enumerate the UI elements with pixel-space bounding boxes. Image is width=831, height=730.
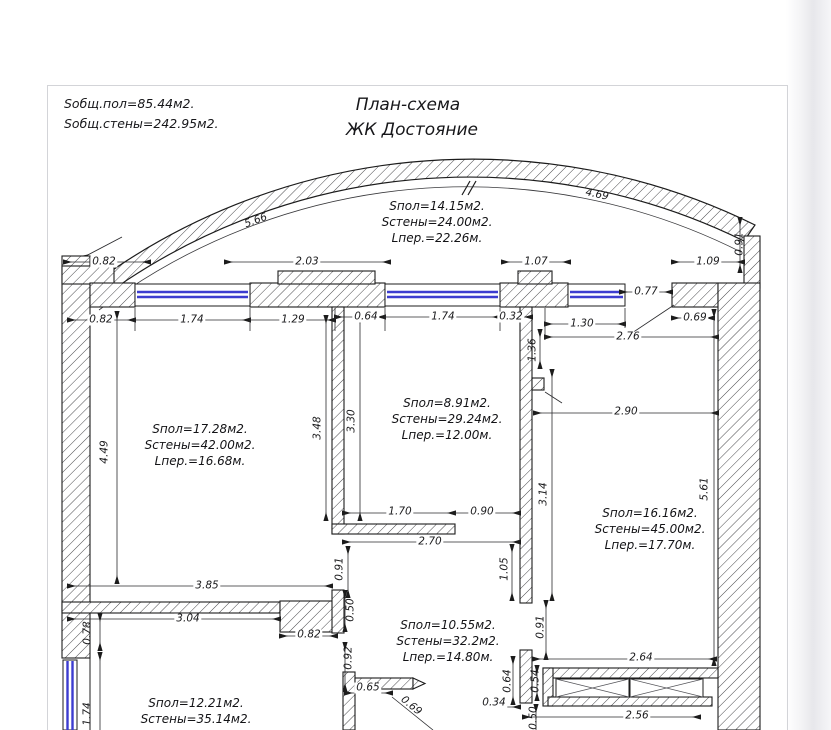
room-label-line: Sпол=10.55м2. xyxy=(400,618,496,632)
total-wall-area-label: Sобщ.стены=242.95м2. xyxy=(64,116,219,131)
dimension-label: 0.82 xyxy=(297,628,321,641)
dimension-label: 0.77 xyxy=(634,285,658,298)
total-floor-area-label: Sобщ.пол=85.44м2. xyxy=(64,96,195,111)
room-label-line: Sпол=8.91м2. xyxy=(403,396,491,410)
dimension-label: 1.09 xyxy=(696,255,720,268)
dimension-label: 0.91 xyxy=(333,557,346,581)
room-label-line: Lпер.=17.70м. xyxy=(604,538,696,552)
room-label-loggia xyxy=(382,198,493,246)
dimension-label: 5.61 xyxy=(698,477,711,501)
dimension-label: 3.48 xyxy=(311,416,324,440)
dimension-label: 0.50 xyxy=(527,706,540,730)
dimension-label: 3.85 xyxy=(195,579,219,592)
dimension-label: 1.74 xyxy=(81,702,94,726)
dimension-label: 0.54 xyxy=(529,669,542,693)
dimension-label: 4.69 xyxy=(584,186,610,203)
dimension-label: 0.65 xyxy=(356,681,380,694)
top-wall-pier-right xyxy=(672,283,718,307)
dimension-label: 2.56 xyxy=(625,709,649,722)
dimension-label: 0.34 xyxy=(482,696,506,709)
plan-subtitle: ЖК Достояние xyxy=(346,120,478,140)
dimension-label: 1.07 xyxy=(524,255,548,268)
dimension-label: 0.92 xyxy=(342,646,355,670)
top-wall-pier-1 xyxy=(90,283,135,307)
wall-leftroom-bottom xyxy=(62,602,280,613)
dimension-label: 2.90 xyxy=(614,405,638,418)
top-wall-pier-3 xyxy=(500,283,568,307)
plan-title: План-схема xyxy=(355,95,461,115)
dimension-label: 4.49 xyxy=(98,440,111,464)
dimension-label: 0.90 xyxy=(470,505,494,518)
wall-left-middle xyxy=(332,307,344,534)
window-1 xyxy=(135,284,250,306)
wall-step xyxy=(532,378,544,390)
dimension-label: 0.91 xyxy=(534,615,547,639)
wall-middle-bottom xyxy=(332,524,455,534)
room-label-line: Lпер.=14.80м. xyxy=(402,650,494,664)
room-label-line: Sстены=42.00м2. xyxy=(144,438,256,452)
dimension-label: 0.32 xyxy=(499,310,523,323)
room-label-line: Sстены=45.00м2. xyxy=(594,522,706,536)
dimension-label: 0.50 xyxy=(344,598,357,622)
top-wall-pier-2 xyxy=(250,283,385,307)
room-label-line: Sстены=24.00м2. xyxy=(381,215,493,229)
dimension-label: 3.14 xyxy=(537,482,550,506)
dimension-label: 1.36 xyxy=(526,338,539,362)
dimension-label: 0.69 xyxy=(683,311,707,324)
dimension-label: 0.91 xyxy=(733,232,746,256)
window-3 xyxy=(568,284,625,306)
parapet-2 xyxy=(518,271,552,284)
dimension-label: 1.29 xyxy=(281,313,305,326)
dimension-label: 0.64 xyxy=(354,310,378,323)
room-label-room-middle xyxy=(392,395,503,443)
wall-end-cap xyxy=(332,590,344,633)
dimension-label: 1.70 xyxy=(388,505,412,518)
window-2 xyxy=(385,284,500,306)
room-label-line: Sпол=14.15м2. xyxy=(389,199,485,213)
dimension-label: 0.82 xyxy=(89,313,113,326)
wardrobe xyxy=(543,668,718,706)
dimension-label: 5.66 xyxy=(242,210,269,231)
dimension-label: 2.03 xyxy=(295,255,319,268)
room-label-line: Lпер.=16.68м. xyxy=(154,454,246,468)
dimension-label: 0.82 xyxy=(92,255,116,268)
left-outer-wall xyxy=(62,256,90,658)
right-outer-wall xyxy=(718,283,760,730)
room-label-hallway xyxy=(396,617,499,665)
dimension-label: 1.30 xyxy=(570,317,594,330)
room-label-line: Sстены=32.2м2. xyxy=(396,634,500,648)
room-label-room-bottom-left xyxy=(141,695,252,727)
right-wall-upper xyxy=(744,236,760,288)
dimension-label: 2.64 xyxy=(629,651,653,664)
room-label-line: Sпол=16.16м2. xyxy=(602,506,698,520)
dimension-label: 1.74 xyxy=(180,313,204,326)
dimension-label: 0.64 xyxy=(501,669,514,693)
dimension-label: 3.04 xyxy=(176,612,200,625)
dimension-label: 1.05 xyxy=(498,557,511,581)
dimension-label: 0.78 xyxy=(81,621,94,645)
dimension-label: 0.69 xyxy=(398,693,425,718)
room-label-line: Sпол=12.21м2. xyxy=(148,696,244,710)
room-label-room-left xyxy=(145,421,256,469)
dimension-label: 3.30 xyxy=(345,409,358,433)
room-label-line: Lпер.=12.00м. xyxy=(401,428,493,442)
room-label-room-right xyxy=(595,505,706,553)
room-label-line: Sстены=29.24м2. xyxy=(391,412,503,426)
room-label-line: Sстены=35.14м2. xyxy=(140,712,252,726)
parapet-1 xyxy=(278,271,375,284)
dimension-label: 2.76 xyxy=(616,330,640,343)
top-left-stub xyxy=(62,266,114,284)
dimension-label: 1.74 xyxy=(431,310,455,323)
inner-walls xyxy=(62,307,544,730)
dimension-label: 2.70 xyxy=(418,535,442,548)
room-label-line: Sпол=17.28м2. xyxy=(152,422,248,436)
hall-wall-tip xyxy=(413,678,425,689)
room-label-line: Lпер.=22.26м. xyxy=(391,231,483,245)
